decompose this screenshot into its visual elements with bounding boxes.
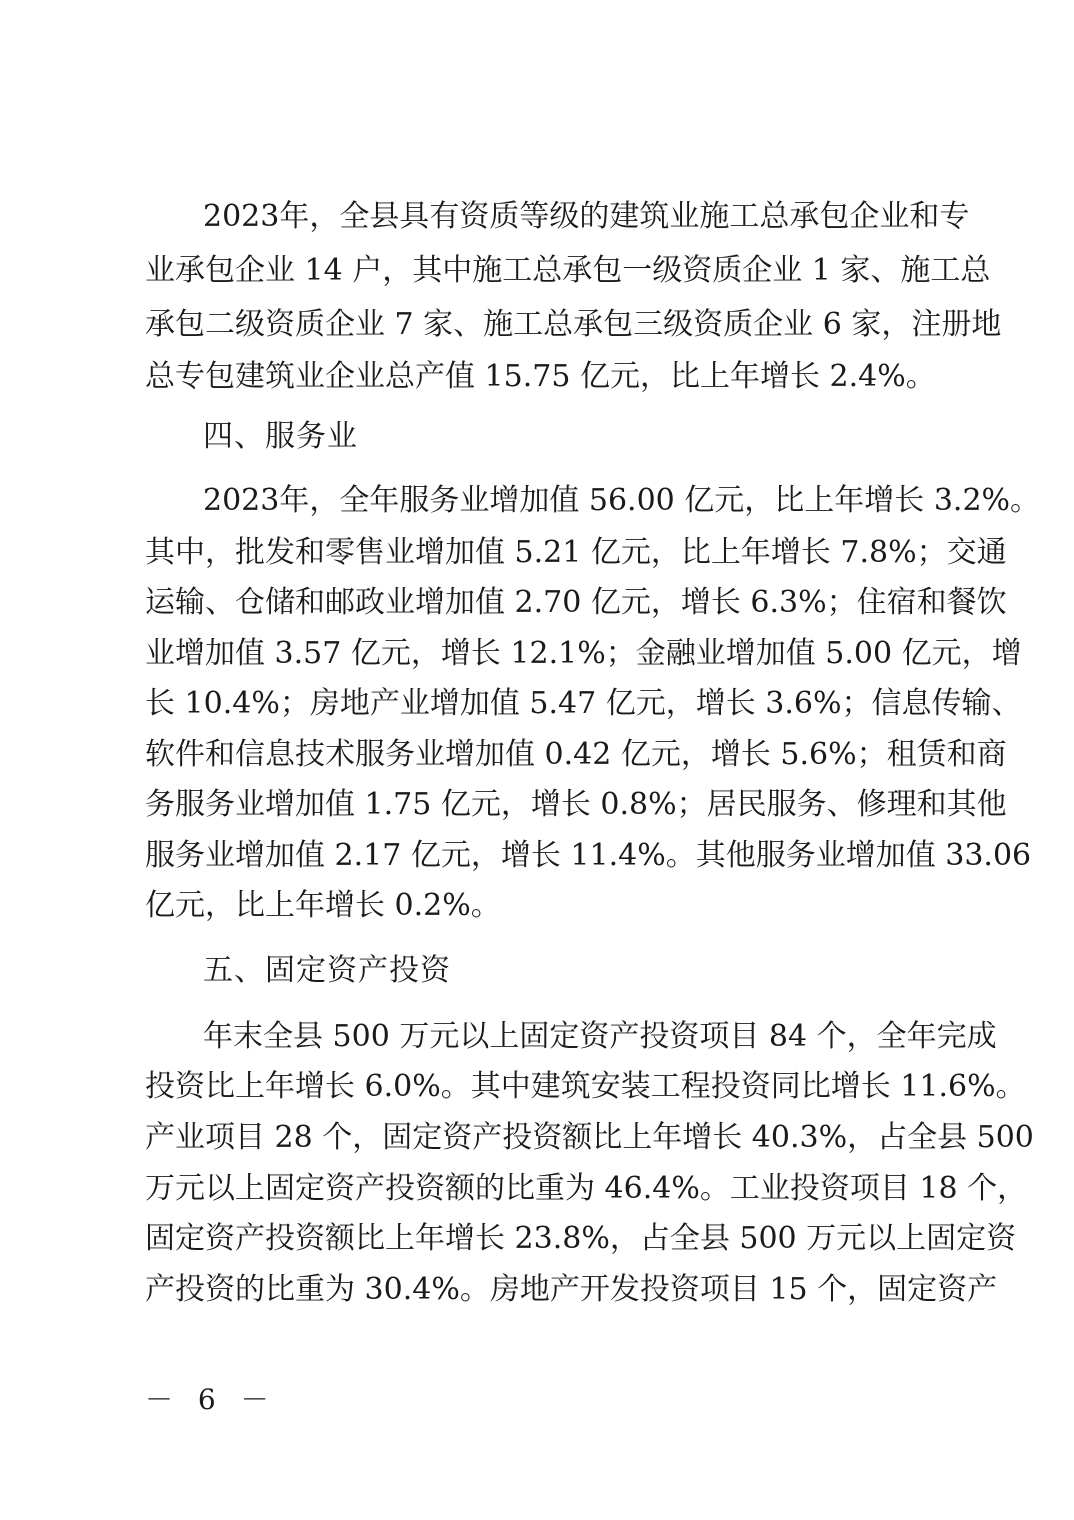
section-heading-investment: 五、固定资产投资: [203, 953, 451, 988]
text-line: 总专包建筑业企业总产值 15.75 亿元，比上年增长 2.4%。: [145, 359, 936, 394]
text-line: 业增加值 3.57 亿元，增长 12.1%；金融业增加值 5.00 亿元，增: [145, 636, 1022, 671]
text-line: 运输、仓储和邮政业增加值 2.70 亿元，增长 6.3%；住宿和餐饮: [145, 585, 1007, 620]
text-line: 产业项目 28 个，固定资产投资额比上年增长 40.3%，占全县 500: [145, 1120, 1034, 1155]
section-heading-services: 四、服务业: [203, 419, 358, 454]
text-line: 产投资的比重为 30.4%。房地产开发投资项目 15 个，固定资产: [145, 1272, 998, 1307]
text-line: 2023年，全县具有资质等级的建筑业施工总承包企业和专: [203, 199, 970, 234]
text-line: 亿元，比上年增长 0.2%。: [145, 888, 501, 923]
text-line: 服务业增加值 2.17 亿元，增长 11.4%。其他服务业增加值 33.06: [145, 838, 1032, 873]
text-line: 2023年，全年服务业增加值 56.00 亿元，比上年增长 3.2%。: [203, 483, 1041, 518]
text-line: 投资比上年增长 6.0%。其中建筑安装工程投资同比增长 11.6%。: [145, 1069, 1026, 1104]
text-line: 其中，批发和零售业增加值 5.21 亿元，比上年增长 7.8%；交通: [145, 535, 1007, 570]
text-line: 万元以上固定资产投资额的比重为 46.4%。工业投资项目 18 个，: [145, 1171, 1028, 1206]
text-line: 业承包企业 14 户，其中施工总承包一级资质企业 1 家、施工总: [145, 253, 991, 288]
text-line: 长 10.4%；房地产业增加值 5.47 亿元，增长 3.6%；信息传输、: [145, 686, 1022, 721]
text-line: 软件和信息技术服务业增加值 0.42 亿元，增长 5.6%；租赁和商: [145, 737, 1007, 772]
text-line: 固定资产投资额比上年增长 23.8%，占全县 500 万元以上固定资: [145, 1221, 1017, 1256]
page-number: － 6 －: [145, 1383, 277, 1416]
text-line: 承包二级资质企业 7 家、施工总承包三级资质企业 6 家，注册地: [145, 307, 1002, 342]
text-line: 年末全县 500 万元以上固定资产投资项目 84 个，全年完成: [203, 1019, 997, 1054]
text-line: 务服务业增加值 1.75 亿元，增长 0.8%；居民服务、修理和其他: [145, 787, 1007, 822]
